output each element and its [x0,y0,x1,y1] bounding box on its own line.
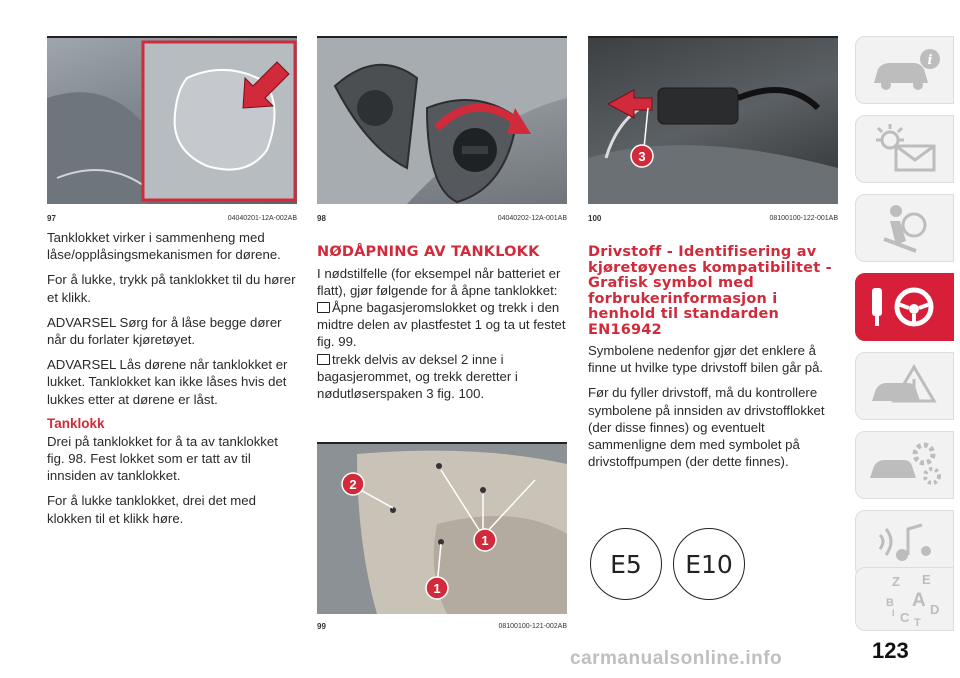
paragraph: Drei på tanklokket for å ta av tanklokket fig. 98. Fest lokket som er tatt av til innsiden av tanklokket. [47,433,278,484]
sidebar-tab-alphabetical-index[interactable] [855,567,954,631]
warning-lights-icon [856,116,953,182]
key-steering-wheel-icon [856,274,953,340]
checkbox-bullet-icon [317,354,330,365]
car-info-icon [856,37,953,103]
warning-paragraph: ADVARSEL Lås dørene når tanklokket er lukket. Tanklokket kan ikke låses hvis det lukkes etter at dørene er låst. [47,357,288,407]
section-heading: NØDÅPNING AV TANKLOKK [317,244,540,260]
figure-number: 98 [317,213,326,223]
fuel-symbol-label: E10 [685,549,733,579]
callout-1-label: 1 [433,581,441,596]
figure-98-caption [317,211,567,225]
callout-3-label: 3 [638,149,646,164]
sidebar-tab-warning-lights[interactable] [855,115,954,183]
warning-paragraph: ADVARSEL Sørg for å låse begge dører når du forlater kjøretøyet. [47,314,282,348]
svg-text:Z: Z [892,574,900,589]
fuel-symbol-e10 [673,528,745,600]
alphabet-index-icon [856,568,953,630]
fuel-door-illustration [47,38,297,204]
svg-text:C: C [900,610,910,625]
figure-99-photo [317,442,567,614]
callout-1-label: 1 [481,533,489,548]
paragraph: I nødstilfelle (for eksempel når batteriet er flatt), gjør følgende for å åpne tanklokket: [317,265,561,298]
svg-text:D: D [930,602,940,617]
figure-code: 04040202-12A-001AB [497,214,567,222]
figure-100-photo [588,36,838,204]
subheading: Tanklokk [47,415,105,431]
figure-number: 97 [47,213,56,223]
checkbox-bullet-icon [317,302,330,313]
red-arrow-icon [608,90,652,118]
column-2 [317,241,569,410]
figure-code: 08100100-121-002AB [498,622,567,630]
car-hazard-icon [856,353,953,419]
step-2 [317,351,569,403]
sidebar-tab-car-info[interactable] [855,36,954,104]
sidebar-tab-starting-driving[interactable] [855,273,954,341]
svg-text:A: A [912,590,926,611]
svg-text:T: T [914,617,921,629]
callout-2-label: 2 [349,477,357,492]
sidebar-tab-seat-airbag[interactable] [855,194,954,262]
figure-97-caption [47,211,297,225]
watermark: carmanualsonline.info [570,648,783,669]
svg-text:I: I [892,608,895,618]
fuel-cap-illustration [317,38,567,204]
figure-number: 100 [588,213,602,223]
seat-airbag-icon [856,195,953,261]
trunk-illustration [317,444,567,614]
sidebar-tab-emergency[interactable] [855,352,954,420]
figure-100-caption [588,211,838,225]
column-1 [47,229,299,535]
sidebar-tab-maintenance[interactable] [855,431,954,499]
paragraph: For å lukke tanklokket, drei det med klokken til et klikk høre. [47,493,256,526]
figure-99-caption [317,619,567,633]
step-1 [317,299,569,351]
column-3 [588,241,840,478]
figure-number: 99 [317,621,326,631]
figure-code: 08100100-122-001AB [769,214,838,222]
paragraph: Tanklokket virker i sammenheng med låse/opplåsingsmekanismen for dørene. [47,230,281,263]
page-number: 123 [872,638,909,663]
svg-text:i: i [927,53,933,68]
step-text: trekk delvis av deksel 2 inne i bagasjerommet, og trekk deretter i nødutløserspaken 3 fig. 100. [317,351,518,401]
step-text: Åpne bagasjeromslokket og trekk i den midtre delen av plastfestet 1 og ta ut festet fig. 99. [317,299,566,350]
figure-code: 04040201-12A-002AB [227,214,297,222]
svg-text:B: B [886,597,894,609]
paragraph: Før du fyller drivstoff, må du kontrollere symbolene på innsiden av drivstofflokket (der disse finnes) og eventuelt sammenligne dem med symbolet på drivstoffpumpen (der dette finnes). [588,385,825,470]
car-service-gears-icon [856,432,953,498]
paragraph: Symbolene nedenfor gjør det enklere å finne ut hvilke type drivstoff bilen går på. [588,343,824,376]
fuel-symbol-label: E5 [610,549,642,579]
section-heading: Drivstoff - Identifisering av kjøretøyenes kompatibilitet - Grafisk symbol med forbrukerinformasjon i henhold til standarden EN16942 [588,244,832,338]
svg-text:E: E [922,572,931,587]
figure-97-photo [47,36,297,204]
fuel-symbol-e5 [590,528,662,600]
figure-98-photo [317,36,567,204]
release-lever-illustration [588,38,838,204]
paragraph: For å lukke, trykk på tanklokket til du hører et klikk. [47,272,296,305]
